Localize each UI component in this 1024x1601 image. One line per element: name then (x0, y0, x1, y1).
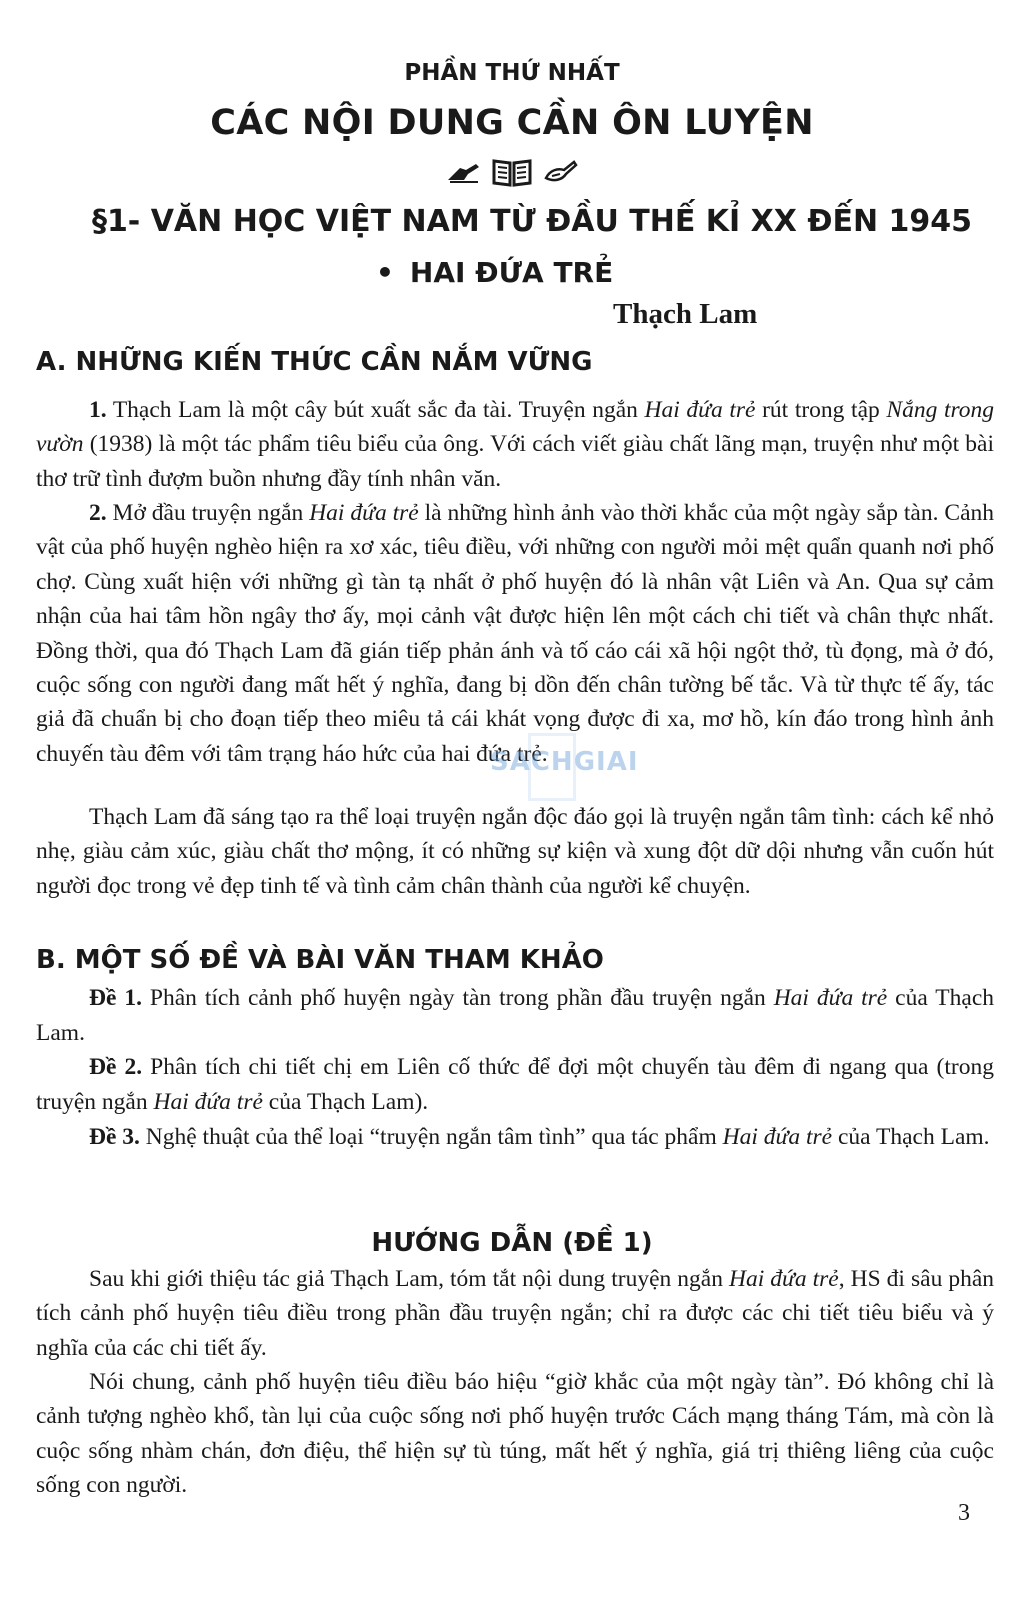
work-title: Hai đứa trẻ (773, 985, 888, 1011)
heading-section-a: A. NHỮNG KIẾN THỨC CẦN NẮM VỮNG (36, 347, 593, 377)
topic-3 (36, 1120, 994, 1155)
work-title: Hai đứa trẻ (153, 1088, 263, 1115)
paragraph-number: 2. (89, 500, 107, 526)
writing-hand-icon (542, 160, 578, 184)
heading-section-b: B. MỘT SỐ ĐỀ VÀ BÀI VĂN THAM KHẢO (36, 945, 604, 975)
text: là những hình ảnh vào thời khắc của một ngày sắp tàn. Cảnh vật của phố huyện nghèo hiện ra xơ xác, tiêu điều, với những con người mỏi mệt quẩn quanh nơi phố chợ. Cùng xuất hiện với những gì tàn tạ nhất ở phố huyện đó là nhân vật Liên và An. Qua sự cảm nhận của hai tâm hồn ngây thơ ấy, mọi cảnh vật được hiện lên một cách chi tiết và chân thực nhất. Đồng thời, qua đó Thạch Lam đã gián tiếp phản ánh và tố cáo cái xã hội ngột thở, tù đọng, mà ở đó, cuộc sống con người đang mất hết ý nghĩa, đang bị dồn đến chân tường bế tắc. Và từ thực tế ấy, tác giả đã chuẩn bị cho đoạn tiếp theo miêu tả cái khát vọng được đi xa, mơ hồ, kín đáo trong hình ảnh chuyến tàu đêm với tâm trạng háo hức của hai đứa trẻ. (36, 500, 994, 767)
paragraph-3: Thạch Lam đã sáng tạo ra thể loại truyện ngắn độc đáo gọi là truyện ngắn tâm tình: cách kể nhỏ nhẹ, giàu cảm xúc, giàu chất thơ mộng, ít có những sự kiện và xung đột dữ dội nhưng vẫn cuốn hút người đọc trong vẻ đẹp tinh tế và tình cảm chân thành của người kể chuyện. (36, 804, 994, 899)
open-book-icon (492, 157, 532, 187)
text: Sau khi giới thiệu tác giả Thạch Lam, tóm tắt nội dung truyện ngắn (89, 1266, 729, 1292)
work-title: Hai đứa trẻ (722, 1124, 833, 1150)
guide-paragraph-1 (36, 1262, 994, 1365)
work-title: Hai đứa trẻ (728, 1266, 839, 1292)
watermark-text: SACHGIAI (490, 747, 639, 777)
ornament (0, 157, 1024, 187)
author-name: Thạch Lam (613, 298, 758, 330)
text: của Thạch Lam. (832, 1124, 990, 1150)
work-title: Hai đứa trẻ (309, 500, 419, 526)
text: Phân tích cảnh phố huyện ngày tàn trong phần đầu truyện ngắn (141, 985, 774, 1011)
topic-label: Đề 3. (89, 1124, 140, 1150)
text: Nghệ thuật của thể loại “truyện ngắn tâm tình” qua tác phẩm (139, 1124, 723, 1150)
bullet: • (376, 256, 394, 289)
paragraph-1 (36, 393, 994, 496)
topic-label: Đề 2. (89, 1054, 143, 1080)
text: của Thạch Lam. (36, 985, 995, 1046)
text: của Thạch Lam). (262, 1088, 429, 1115)
main-title: CÁC NỘI DUNG CẦN ÔN LUYỆN (210, 103, 814, 143)
topic-2 (36, 1050, 994, 1119)
work-title: Hai đứa trẻ (644, 397, 756, 423)
story-title-text: HAI ĐỨA TRẺ (409, 256, 614, 289)
paragraph-2 (36, 496, 994, 771)
text: Thạch Lam là một cây bút xuất sắc đa tài. Truyện ngắn (106, 397, 645, 423)
section-title: §1- VĂN HỌC VIỆT NAM TỪ ĐẦU THẾ KỈ XX ĐẾN 1945 (91, 204, 973, 239)
story-title (376, 256, 613, 289)
topic-label: Đề 1. (89, 985, 142, 1011)
guide-paragraph-2: Nói chung, cảnh phố huyện tiêu điều báo hiệu “giờ khắc của một ngày tàn”. Đó không chỉ là cảnh tượng nghèo khổ, tàn lụi của cuộc sống nơi phố huyện trước Cách mạng tháng Tám, mà còn là cuộc sống nhàm chán, đơn điệu, thể hiện sự tù túng, mất hết ý nghĩa, giá trị thiêng liêng của cuộc sống con người. (36, 1369, 994, 1499)
part-label: PHẦN THỨ NHẤT (404, 60, 620, 86)
text: Phân tích chi tiết chị em Liên cố thức để đợi một chuyến tàu đêm đi ngang qua (trong truyện ngắn (36, 1054, 994, 1115)
text: , HS đi sâu phân tích cảnh phố huyện tiêu điều trong phần đầu truyện ngắn; chỉ ra được các chi tiết tiêu biểu và ý nghĩa của các chi tiết ấy. (36, 1266, 995, 1361)
work-title: Nắng trong vườn (36, 397, 994, 458)
pen-hand-icon (446, 160, 482, 184)
text: rút trong tập (755, 397, 887, 423)
paragraph-number: 1. (89, 397, 107, 423)
topic-1 (36, 981, 994, 1050)
watermark (490, 733, 639, 803)
guide-heading: HƯỚNG DẪN (ĐỀ 1) (371, 1228, 653, 1258)
text: (1938) là một tác phẩm tiêu biểu của ông. Với cách viết giàu chất lãng mạn, truyện như một bài thơ trữ tình đượm buồn nhưng đầy tính nhân văn. (36, 431, 994, 492)
text: Mở đầu truyện ngắn (106, 500, 310, 526)
page-number: 3 (958, 1500, 970, 1526)
